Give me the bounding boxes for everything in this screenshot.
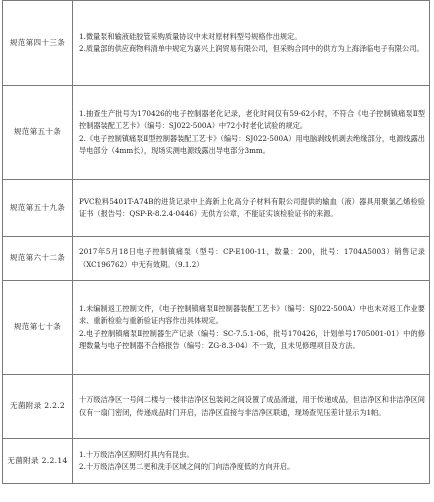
clause-label: 规范第五十条 bbox=[3, 86, 73, 180]
finding-text: PVC粒料5401T-A74B的进货记录中上海新上化高分子材料有限公司提供的输血（液）器具用聚氯乙烯检验证书（报告号：QSP-R-8.2.4-0446）无供方公章，不能证实该检验证书的来源。 bbox=[79, 196, 425, 218]
inspection-findings-table bbox=[2, 0, 430, 484]
table-row bbox=[3, 237, 430, 281]
finding-cell bbox=[73, 237, 430, 281]
clause-label: 规范第七十条 bbox=[3, 281, 73, 375]
finding-text: 1.未编制返工控制文件，《电子控制镇痛泵Ⅱ控制器装配工艺卡》（编号：SJ022-500A）中也未对返工作业要求、重新检验与重新验证内容作出具体规定。 bbox=[79, 303, 425, 326]
finding-cell bbox=[73, 439, 430, 484]
table-row bbox=[3, 281, 430, 375]
table-row bbox=[3, 180, 430, 237]
finding-text: 1.微量泵和输液硅胶管采购质量协议中未对原材料型号规格作出规定。 bbox=[79, 31, 302, 41]
table-row bbox=[3, 86, 430, 180]
table-row bbox=[3, 1, 430, 86]
finding-text: 2.电子控制镇痛泵Ⅱ控制器生产记录（编号：SC-7.5.1-06，批号170426，计划单号1705001-01）中的修理数量与电子控制器不合格报告（编号：ZG-8.3-04）不一致，且未见修理项目及方法。 bbox=[79, 328, 425, 350]
clause-label: 规范第六十二条 bbox=[3, 237, 73, 281]
finding-text: 2.十万级洁净区男二更和洗手区域之间的门向洁净度低的方向开启。 bbox=[79, 462, 295, 471]
finding-text: 2017年5月18日电子控制镇痛泵（型号：CP-E100-11，数量：200，批号：1704A5003）销售记录（XC196762）中无有效期。（9.1.2） bbox=[79, 247, 425, 269]
clause-label: 无菌附录 2.2.14 bbox=[3, 439, 73, 484]
finding-text: 2.质量部的供应商物料清单中规定为嘉兴上润贸易有限公司，但采购合同中的供方为上海泽临电子有限公司。 bbox=[79, 44, 424, 53]
table-row bbox=[3, 375, 430, 439]
finding-text: 1.十万级洁净区照明灯具内有昆虫。 bbox=[79, 449, 194, 459]
table-row bbox=[3, 439, 430, 484]
finding-cell bbox=[73, 86, 430, 180]
finding-text: 2.《电子控制镇痛泵Ⅱ型控制器装配工艺卡》（编号：SJ022-500A）用电脑剥线机剥去绝缘部分，电源线露出导电部分（4mm长），现场实测电源线露出导电部分3mm。 bbox=[79, 133, 425, 155]
clause-label: 规范第四十三条 bbox=[3, 1, 73, 86]
finding-cell bbox=[73, 281, 430, 375]
finding-cell bbox=[73, 1, 430, 86]
clause-label: 无菌附录 2.2.2 bbox=[3, 375, 73, 439]
finding-text: 十万级洁净区一号间二楼与一楼非洁净区包装间之间设置了成品滑道，用于传递成品，但洁净区和非洁净区间仅有一扇门密闭，传递成品时门开启，洁净区直接与非洁净区联通，现场查见压差计显示为1帕。 bbox=[79, 395, 425, 417]
finding-cell bbox=[73, 375, 430, 439]
clause-label: 规范第五十九条 bbox=[3, 180, 73, 237]
finding-cell bbox=[73, 180, 430, 237]
finding-text: 1.抽查生产批号为170426的电子控制器老化记录，老化时间仅有59-62小时，不符合《电子控制镇痛泵Ⅱ型控制器装配工艺卡》（编号：SJ022-500A）中72小时老化试验的规定。 bbox=[79, 108, 425, 131]
